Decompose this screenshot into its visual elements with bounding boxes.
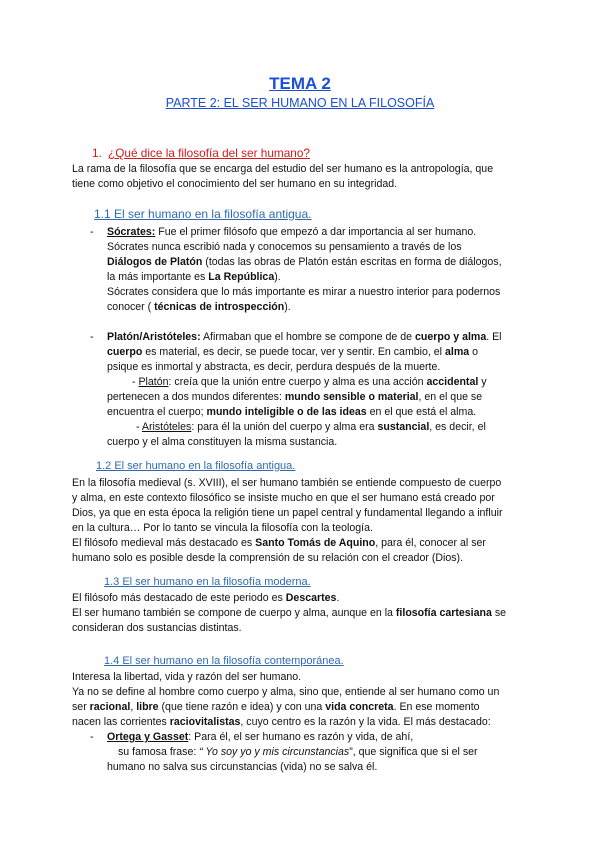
pa-line-1-text: Afirmaban que el hombre se compone de de: [200, 331, 415, 343]
section-1-4-line-3: [72, 700, 480, 715]
s13-line-1-end: .: [336, 592, 340, 604]
aristoteles-line-2: cuerpo y el alma constituyen la misma sustancia.: [107, 436, 338, 448]
ortega-line-2: [118, 745, 478, 760]
s14-line-3-g: . En ese momento: [393, 701, 480, 713]
platon-line-1-text: : creía que la unión entre cuerpo y alma es una acción: [168, 376, 427, 388]
document-subtitle: PARTE 2: EL SER HUMANO EN LA FILOSOFÍA: [165, 96, 435, 110]
section-1-4-line-1: Interesa la libertad, vida y razón del ser humano.: [72, 671, 302, 683]
pa-line-1-end: . El: [486, 331, 502, 343]
section-1-2-line-3: Dios, ya que en esta época la religión tiene un papel central y fundamental llegando a influir: [72, 507, 503, 519]
filosofia-cartesiana: filosofía cartesiana: [395, 607, 492, 619]
section-1-heading: ¿Qué dice la filosofía del ser humano?: [108, 146, 310, 160]
socrates-line-3: [107, 255, 502, 270]
mundo-inteligible: mundo inteligible o de las ideas: [206, 406, 367, 418]
section-1-4-heading: 1.4 El ser humano en la filosofía contemporánea.: [104, 655, 344, 667]
socrates-line-5: Sócrates considera que lo más importante es mirar a nuestro interior para podernos: [107, 286, 501, 298]
ortega-y-gasset-name: Ortega y Gasset: [107, 731, 189, 743]
s14-line-4-c: , cuyo centro es la razón y la vida. El más destacado:: [240, 716, 491, 728]
aristoteles-line-1: [136, 420, 486, 435]
s14-line-3-c: ,: [130, 701, 137, 713]
aristoteles-dash: -: [136, 421, 142, 433]
ortega-bullet: -: [90, 731, 94, 743]
ortega-line-1: [107, 730, 413, 745]
sustancial-term: sustancial: [377, 421, 430, 433]
platon-line-2-end: , en el que se: [418, 391, 483, 403]
section-1-3-line-1: [72, 591, 339, 606]
s12-line-5-text: El filósofo medieval más destacado es: [72, 537, 256, 549]
socrates-bullet: -: [90, 226, 94, 238]
document-title: TEMA 2: [269, 74, 331, 93]
platon-line-1: [132, 375, 487, 390]
section-1-2-line-2: y alma, en este contexto filosófico se insiste mucho en que el ser humano está creado por: [72, 492, 495, 504]
mundo-sensible: mundo sensible o material: [284, 391, 419, 403]
socrates-line-1-text: Fue el primer filósofo que empezó a dar importancia al ser humano.: [155, 226, 477, 238]
alma-term: alma: [444, 346, 470, 358]
section-1-2-line-1: En la filosofía medieval (s. XVIII), el ser humano también se entiende compuesto de cuerpo: [72, 477, 502, 489]
socrates-name: Sócrates:: [107, 226, 156, 238]
platon-name: Platón: [138, 376, 169, 388]
ortega-line-1-text: : Para él, el ser humano es razón y vida, de ahí,: [188, 731, 414, 743]
ortega-line-2-c: ”, que significa que si el ser: [349, 746, 478, 758]
s13-line-2-text: El ser humano también se compone de cuerpo y alma, aunque en la: [72, 607, 396, 619]
platon-line-1-end: y: [478, 376, 487, 388]
la-republica: La República: [208, 271, 275, 283]
famous-quote: “ Yo soy yo y mis circunstancias: [199, 746, 350, 758]
socrates-line-6-text: conocer (: [107, 301, 155, 313]
racional-term: racional: [89, 701, 131, 713]
socrates-line-3-text: (todas las obras de Platón están escritas en forma de diálogos,: [202, 256, 502, 268]
ortega-line-3: humano no salva sus circunstancias (vida) no se salva él.: [107, 761, 378, 773]
cuerpo-y-alma: cuerpo y alma: [414, 331, 487, 343]
aristoteles-name: Aristóteles: [141, 421, 192, 433]
section-1-paragraph-line-2: tiene como objetivo el conocimiento del ser humano en su integridad.: [72, 178, 398, 190]
dialogos-de-platon: Diálogos de Platón: [107, 256, 203, 268]
s14-line-3-e: (que tiene razón e idea) y con una: [158, 701, 326, 713]
accidental-term: accidental: [426, 376, 479, 388]
cuerpo-term: cuerpo: [107, 346, 143, 358]
libre-term: libre: [136, 701, 159, 713]
section-1-number: 1.: [92, 146, 102, 160]
platon-dash: -: [132, 376, 139, 388]
platon-line-3-end: en el que está el alma.: [366, 406, 477, 418]
socrates-line-4-text: la más importante es: [107, 271, 209, 283]
platon-line-3: [107, 405, 476, 420]
section-1-3-line-3: consideran dos sustancias distintas.: [72, 622, 242, 634]
platon-line-2-text: pertenecen a dos mundos diferentes:: [107, 391, 285, 403]
section-1-paragraph-line-1: La rama de la filosofía que se encarga del estudio del ser humano es la antropología, que: [72, 163, 494, 175]
platon-aristoteles-line-2: [107, 345, 478, 360]
platon-line-3-text: encuentra el cuerpo;: [107, 406, 207, 418]
platon-aristoteles-bullet: -: [90, 331, 94, 343]
socrates-line-6-end: ).: [284, 301, 291, 313]
socrates-line-6: [107, 300, 291, 315]
socrates-line-4: [107, 270, 281, 285]
socrates-line-2: Sócrates nunca escribió nada y conocemos su pensamiento a través de los: [107, 241, 462, 253]
section-1-2-line-4: en la cultura… Por lo tanto se vincula la filosofía con la teología.: [72, 522, 373, 534]
s12-line-5-end: , para él, conocer al ser: [375, 537, 486, 549]
s14-line-4-a: nacen las corrientes: [72, 716, 170, 728]
section-1-2-line-6: humano solo es posible desde la comprensión de su relación con el creador (Dios).: [72, 552, 464, 564]
aristoteles-line-1-end: , es decir, el: [429, 421, 486, 433]
s13-line-2-end: se: [491, 607, 507, 619]
pa-line-2-end: o: [469, 346, 478, 358]
platon-aristoteles-name: Platón/Aristóteles:: [107, 331, 201, 343]
aristoteles-line-1-text: : para él la unión del cuerpo y alma era: [191, 421, 378, 433]
s14-line-3-a: ser: [72, 701, 90, 713]
ortega-line-2-a: su famosa frase:: [118, 746, 200, 758]
platon-line-2: [107, 390, 482, 405]
section-1-3-line-2: [72, 606, 506, 621]
platon-aristoteles-line-1: [107, 330, 502, 345]
section-1-3-heading: 1.3 El ser humano en la filosofía moderna.: [104, 576, 311, 588]
vida-concreta-term: vida concreta: [325, 701, 394, 713]
socrates-line-1: [107, 225, 476, 240]
section-1-2-line-5: [72, 536, 486, 551]
raciovitalistas-term: raciovitalistas: [169, 716, 241, 728]
descartes: Descartes: [285, 592, 337, 604]
section-1-1-heading: 1.1 El ser humano en la filosofía antigua.: [94, 207, 312, 221]
section-1-2-heading: 1.2 El ser humano en la filosofía antigua.: [96, 460, 296, 472]
s13-line-1-text: El filósofo más destacado de este periodo es: [72, 592, 286, 604]
tecnicas-de-introspeccion: técnicas de introspección: [154, 301, 285, 313]
pa-line-2-text: es material, es decir, se puede tocar, ver y sentir. En cambio, el: [142, 346, 445, 358]
section-1-4-line-4: [72, 715, 491, 730]
santo-tomas-de-aquino: Santo Tomás de Aquino: [255, 537, 376, 549]
socrates-line-4-end: ).: [274, 271, 281, 283]
platon-aristoteles-line-3: psique es inmortal y abstracta, es decir, perdura después de la muerte.: [107, 361, 441, 373]
section-1-4-line-2: Ya no se define al hombre como cuerpo y alma, sino que, entiende al ser humano como un: [72, 686, 500, 698]
